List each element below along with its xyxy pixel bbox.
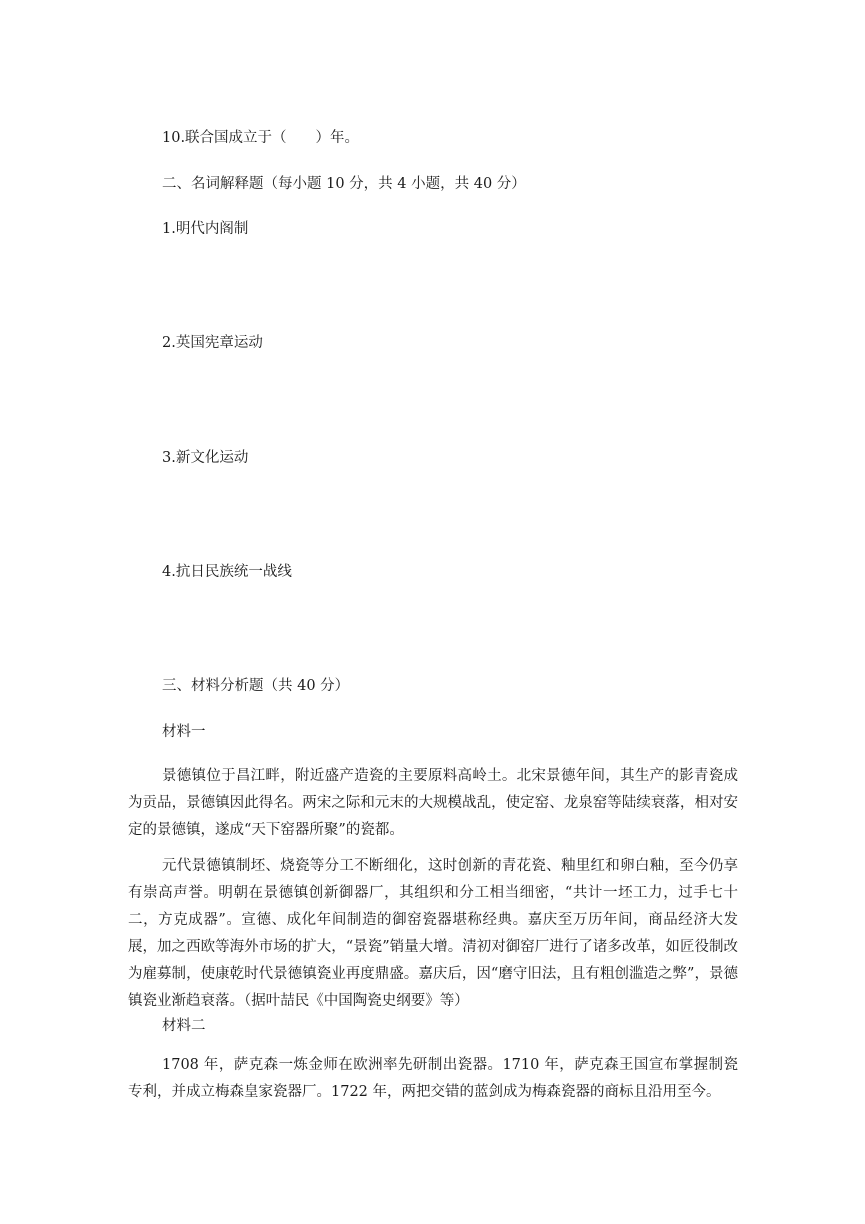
- term-item-4: 4.抗日民族统一战线: [162, 564, 292, 580]
- section-2-heading: 二、名词解释题（每小题 10 分，共 4 小题，共 40 分）: [162, 176, 526, 192]
- term-item-1: 1.明代内阁制: [162, 221, 249, 237]
- material-1-label: 材料一: [162, 724, 206, 740]
- material-1-paragraph-2: 元代景德镇制坯、烧瓷等分工不断细化，这时创新的青花瓷、釉里红和卵白釉，至今仍享有崇高声誉。明朝在景德镇创新御器厂，其组织和分工相当细密，“共计一坯工力，过手七十二，方克成器”。宣德、成化年间制造的御窑瓷器堪称经典。嘉庆至万历年间，商品经济大发展，加之西欧等海外市场的扩大，“景瓷”销量大增。清初对御窑厂进行了诸多改革，如匠役制改为雇募制，使康乾时代景德镇瓷业再度鼎盛。嘉庆后，因“磨守旧法，且有粗创滥造之弊”，景德镇瓷业渐趋衰落。（据叶喆民《中国陶瓷史纲要》等）: [128, 858, 738, 1009]
- material-2-label: 材料二: [162, 1018, 206, 1034]
- question-10: 10.联合国成立于（ ）年。: [162, 130, 360, 146]
- term-item-2: 2.英国宪章运动: [162, 335, 263, 351]
- material-2-paragraph-1: 1708 年，萨克森一炼金师在欧洲率先研制出瓷器。1710 年，萨克森王国宣布掌握制瓷专利，并成立梅森皇家瓷器厂。1722 年，两把交错的蓝剑成为梅森瓷器的商标且沿用至今。: [128, 1057, 738, 1100]
- term-item-3: 3.新文化运动: [162, 450, 249, 466]
- section-3-heading: 三、材料分析题（共 40 分）: [162, 678, 350, 694]
- material-1-paragraph-1: 景德镇位于昌江畔，附近盛产造瓷的主要原料高岭土。北宋景德年间，其生产的影青瓷成为贡品，景德镇因此得名。两宋之际和元末的大规模战乱，使定窑、龙泉窑等陆续衰落，相对安定的景德镇，遂成“天下窑器所聚”的瓷都。: [128, 768, 738, 838]
